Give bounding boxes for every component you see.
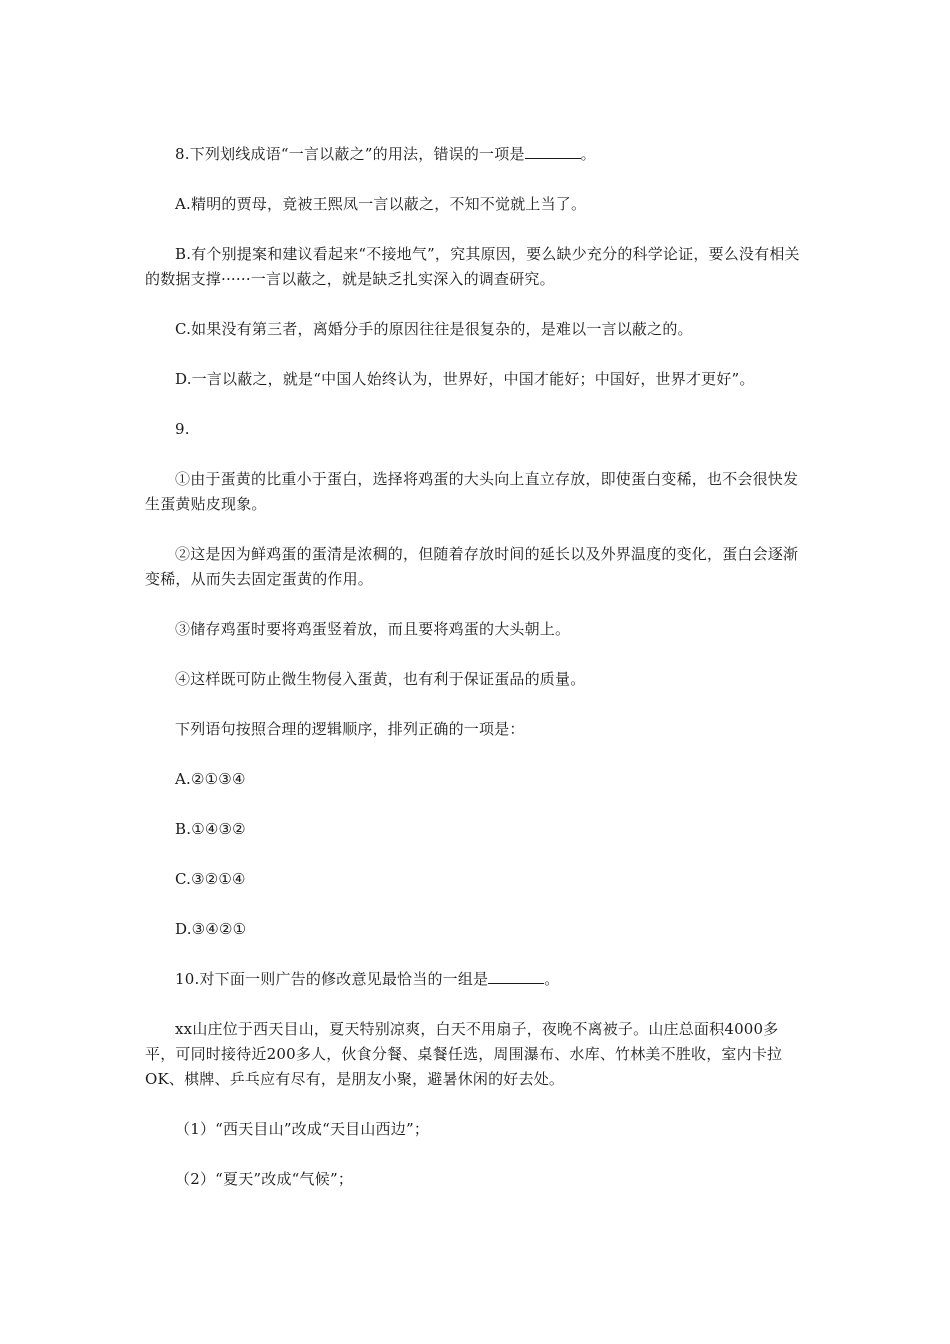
- answer-blank: [525, 144, 581, 159]
- question-10-ad-text: xx山庄位于西天目山，夏天特别凉爽，白天不用扇子，夜晚不离被子。山庄总面积4000多平，可同时接待近200多人，伙食分餐、桌餐任选，周围瀑布、水库、竹林美不胜收，室内卡拉OK、棋牌、乒乓应有尽有，是朋友小聚，避暑休闲的好去处。: [145, 1020, 783, 1088]
- question-8-stem-end: 。: [580, 145, 596, 163]
- question-9-option-d: D.③④②①: [175, 920, 247, 938]
- question-9-prompt: 下列语句按照合理的逻辑顺序，排列正确的一项是：: [175, 720, 525, 738]
- question-10-stem-end: 。: [544, 970, 560, 988]
- question-9-sentence-1: ①由于蛋黄的比重小于蛋白，选择将鸡蛋的大头向上直立存放，即使蛋白变稀，也不会很快发生蛋黄贴皮现象。: [145, 470, 799, 513]
- question-8-option-a: A.精明的贾母，竟被王熙凤一言以蔽之，不知不觉就上当了。: [175, 195, 587, 213]
- question-9-sentence-4: ④这样既可防止微生物侵入蛋黄，也有利于保证蛋品的质量。: [175, 670, 586, 688]
- question-9-sentence-2: ②这是因为鲜鸡蛋的蛋清是浓稠的，但随着存放时间的延长以及外界温度的变化，蛋白会逐渐变稀，从而失去固定蛋黄的作用。: [145, 545, 799, 588]
- question-8-stem-text: 8.下列划线成语“一言以蔽之”的用法，错误的一项是: [175, 145, 525, 163]
- question-10-item-2: （2）“夏天”改成“气候”；: [175, 1170, 354, 1188]
- question-9-sentence-3: ③储存鸡蛋时要将鸡蛋竖着放，而且要将鸡蛋的大头朝上。: [175, 620, 571, 638]
- question-9-option-a: A.②①③④: [175, 770, 246, 788]
- question-10-item-1: （1）“西天目山”改成“天目山西边”；: [175, 1120, 430, 1138]
- question-10-stem-text: 10.对下面一则广告的修改意见最恰当的一组是: [175, 970, 489, 988]
- question-8-option-d: D.一言以蔽之，就是“中国人始终认为，世界好，中国才能好；中国好，世界才更好”。: [175, 370, 755, 388]
- answer-blank: [488, 969, 544, 984]
- question-9-number: 9.: [175, 420, 190, 438]
- question-9-option-b: B.①④③②: [175, 820, 246, 838]
- question-8-option-c: C.如果没有第三者，离婚分手的原因往往是很复杂的，是难以一言以蔽之的。: [175, 320, 693, 338]
- question-8-option-b: B.有个别提案和建议看起来“不接地气”，究其原因，要么缺少充分的科学论证，要么没有相关的数据支撑······一言以蔽之，就是缺乏扎实深入的调查研究。: [145, 245, 800, 288]
- question-8-stem: [145, 142, 805, 167]
- question-9-option-c: C.③②①④: [175, 870, 246, 888]
- question-10-stem: [145, 967, 805, 992]
